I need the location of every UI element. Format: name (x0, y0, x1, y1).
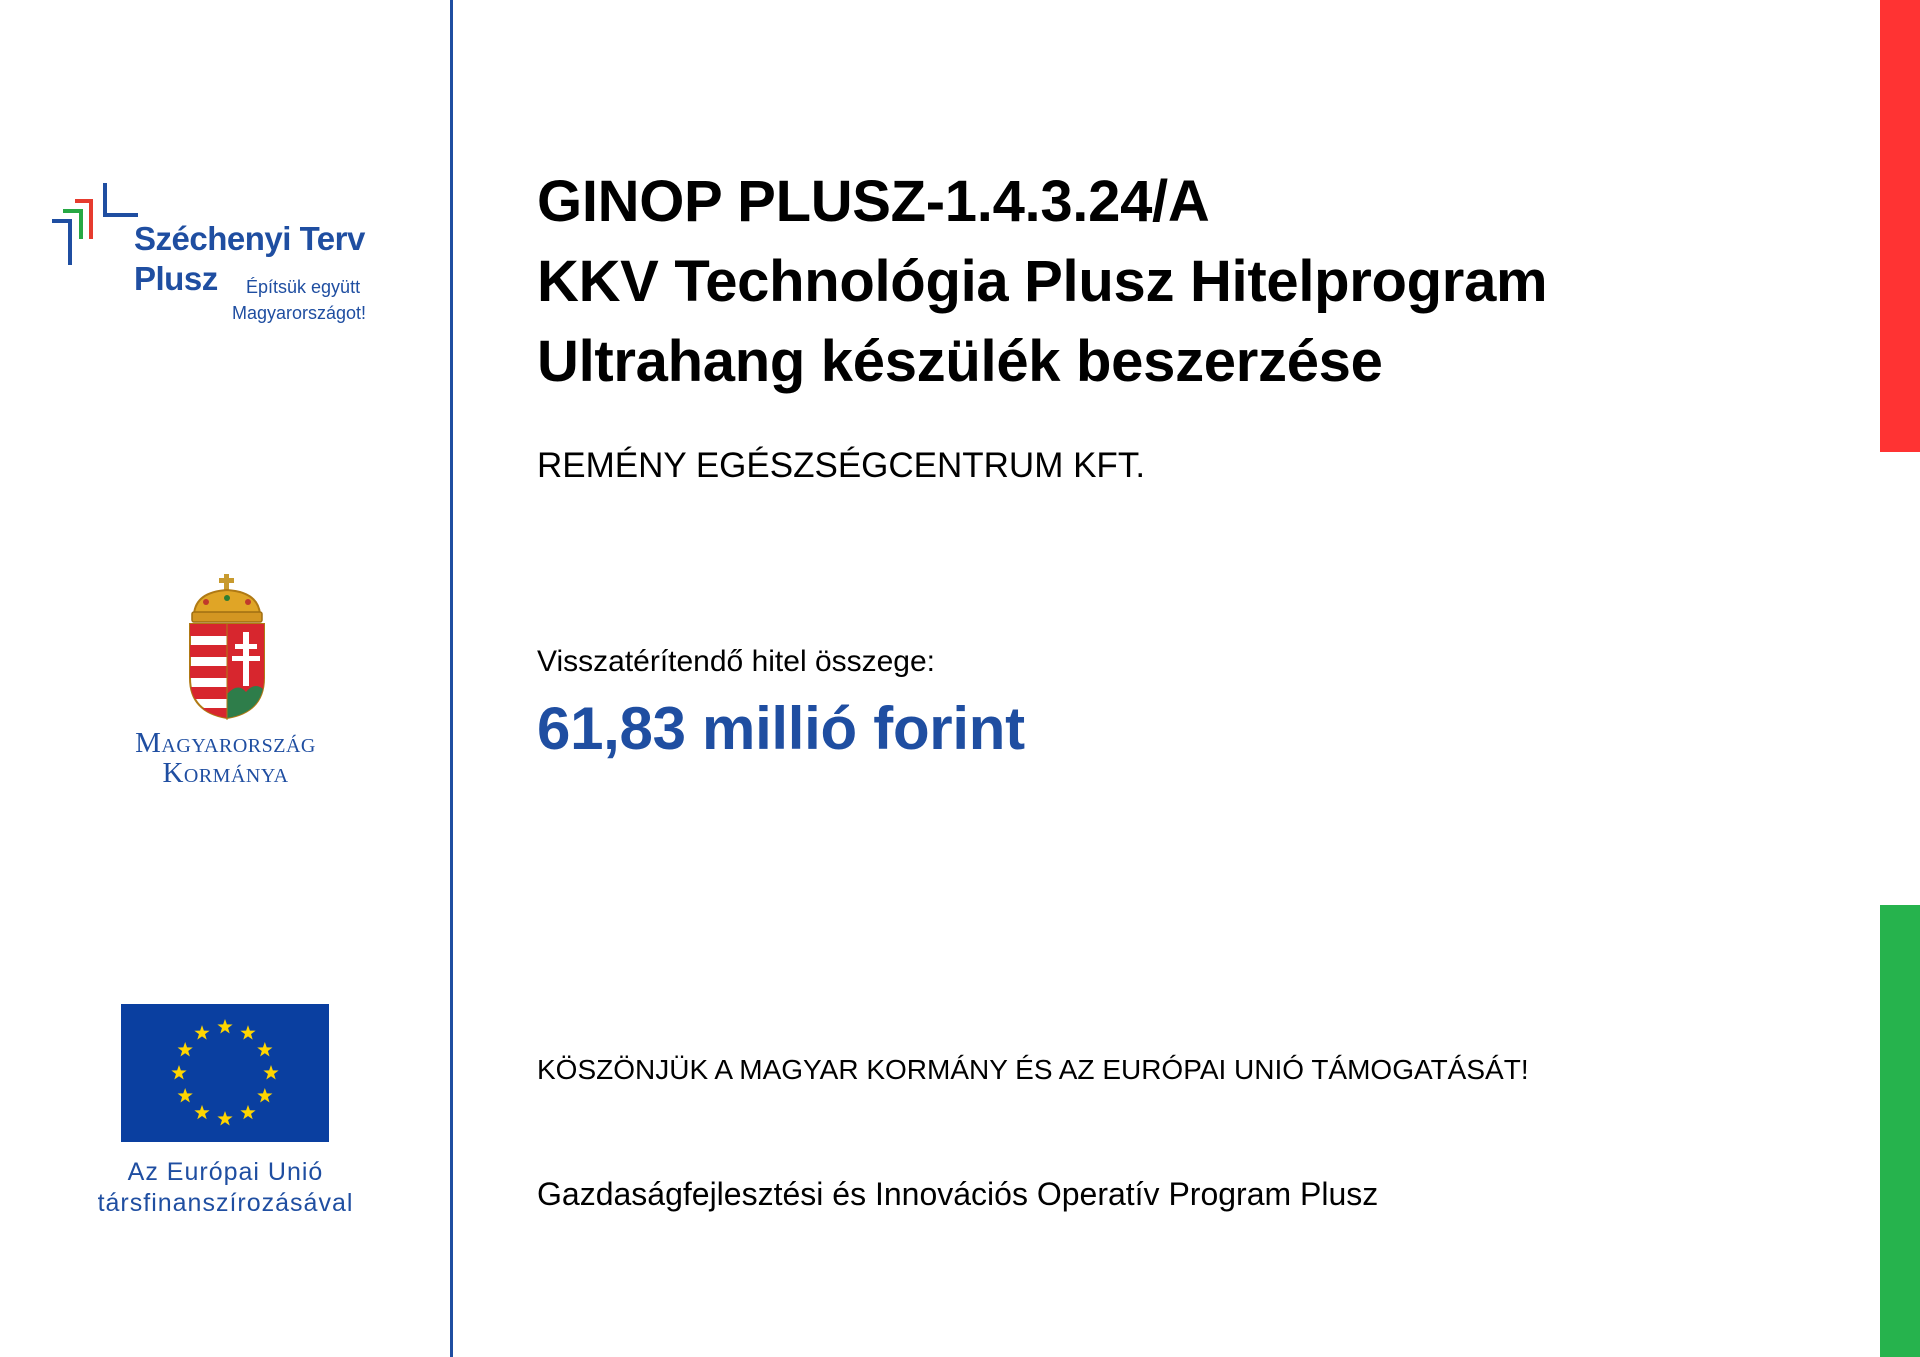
title-line-3: Ultrahang készülék beszerzése (537, 329, 1383, 394)
title-line-2: KKV Technológia Plusz Hitelprogram (537, 249, 1548, 314)
vertical-divider (450, 0, 453, 1357)
szechenyi-terv-logo (52, 180, 412, 330)
thanks-message: KÖSZÖNJÜK A MAGYAR KORMÁNY ÉS AZ EURÓPAI UNIÓ TÁMOGATÁSÁT! (537, 1054, 1529, 1085)
eu-line-1: Az Európai Unió (127, 1158, 324, 1186)
program-name: Gazdaságfejlesztési és Innovációs Operatív Program Plusz (537, 1176, 1379, 1212)
eu-flag-icon (121, 1004, 329, 1142)
szechenyi-cross-icon (52, 180, 142, 270)
logo-panel (0, 0, 451, 1357)
government-line-2: Kormánya (162, 757, 289, 789)
loan-amount-value: 61,83 millió forint (537, 695, 1025, 762)
loan-amount-label: Visszatérítendő hitel összege: (537, 645, 936, 678)
slogan-line-2: Magyarországot! (232, 303, 367, 323)
szechenyi-title: Széchenyi Terv (134, 220, 365, 257)
government-line-1: Magyarország (135, 727, 316, 759)
green-stripe (1880, 905, 1920, 1357)
government-logo-text (0, 728, 451, 788)
beneficiary-name: REMÉNY EGÉSZSÉGCENTRUM KFT. (537, 446, 1146, 485)
eu-line-2: társfinanszírozásával (97, 1189, 354, 1217)
red-stripe (1880, 0, 1920, 452)
slogan-line-1: Építsük együtt (246, 277, 361, 297)
eu-logo-text (0, 1157, 451, 1219)
szechenyi-slogan (232, 274, 367, 326)
coat-of-arms-icon (186, 574, 268, 720)
project-title (537, 162, 1547, 402)
title-line-1: GINOP PLUSZ-1.4.3.24/A (537, 169, 1210, 234)
szechenyi-plusz: Plusz (134, 260, 218, 297)
